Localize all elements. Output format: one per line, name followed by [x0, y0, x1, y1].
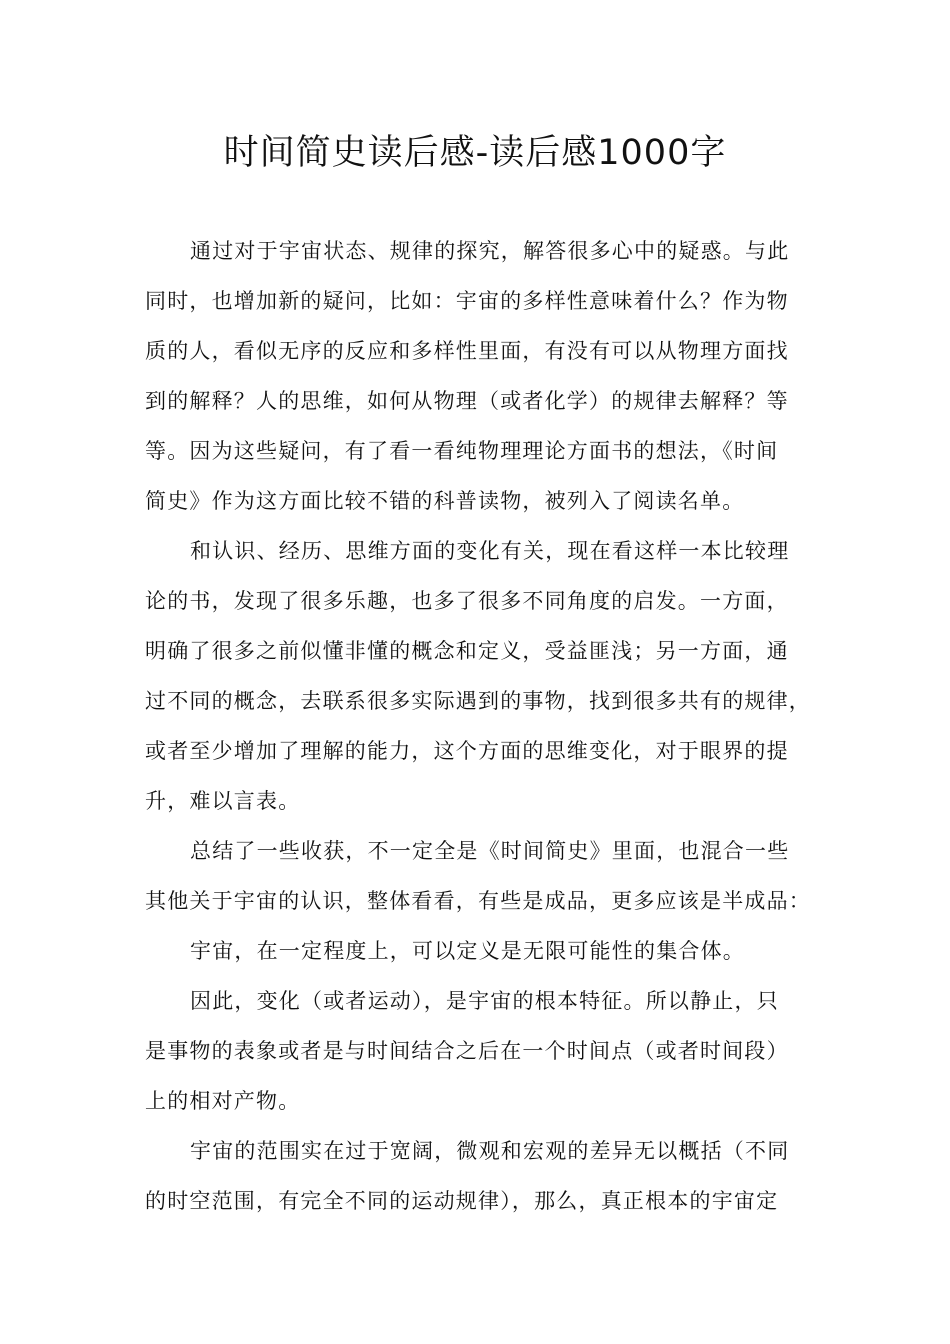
text-line: 或者至少增加了理解的能力，这个方面的思维变化，对于眼界的提 — [145, 739, 789, 763]
text-line: 等。因为这些疑问，有了看一看纯物理理论方面书的想法，《时间 — [145, 439, 779, 463]
text-line: 总结了一些收获，不一定全是《时间简史》里面，也混合一些 — [190, 839, 790, 863]
text-line: 是事物的表象或者是与时间结合之后在一个时间点（或者时间段） — [145, 1039, 789, 1063]
text-line: 上的相对产物。 — [145, 1089, 301, 1113]
text-line: 过不同的概念，去联系很多实际遇到的事物，找到很多共有的规律， — [145, 689, 811, 713]
text-line: 和认识、经历、思维方面的变化有关，现在看这样一本比较理 — [190, 539, 790, 563]
document-body — [145, 226, 825, 1226]
text-line: 到的解释？人的思维，如何从物理（或者化学）的规律去解释？等 — [145, 389, 789, 413]
text-line: 同时，也增加新的疑问，比如：宇宙的多样性意味着什么？作为物 — [145, 289, 789, 313]
text-line: 论的书，发现了很多乐趣，也多了很多不同角度的启发。一方面， — [145, 589, 789, 613]
text-line: 通过对于宇宙状态、规律的探究，解答很多心中的疑惑。与此 — [190, 239, 790, 263]
text-line: 其他关于宇宙的认识，整体看看，有些是成品，更多应该是半成品： — [145, 889, 811, 913]
text-line: 升，难以言表。 — [145, 789, 301, 813]
page-title: 时间简史读后感-读后感1000字 — [223, 133, 727, 173]
text-line: 明确了很多之前似懂非懂的概念和定义，受益匪浅；另一方面，通 — [145, 639, 789, 663]
text-line: 宇宙，在一定程度上，可以定义是无限可能性的集合体。 — [190, 939, 745, 963]
text-line: 宇宙的范围实在过于宽阔，微观和宏观的差异无以概括（不同 — [190, 1139, 790, 1163]
text-line: 的时空范围，有完全不同的运动规律），那么，真正根本的宇宙定 — [145, 1189, 779, 1213]
text-line: 质的人，看似无序的反应和多样性里面，有没有可以从物理方面找 — [145, 339, 789, 363]
text-line: 因此，变化（或者运动），是宇宙的根本特征。所以静止，只 — [190, 989, 779, 1013]
text-line: 简史》作为这方面比较不错的科普读物，被列入了阅读名单。 — [145, 489, 745, 513]
